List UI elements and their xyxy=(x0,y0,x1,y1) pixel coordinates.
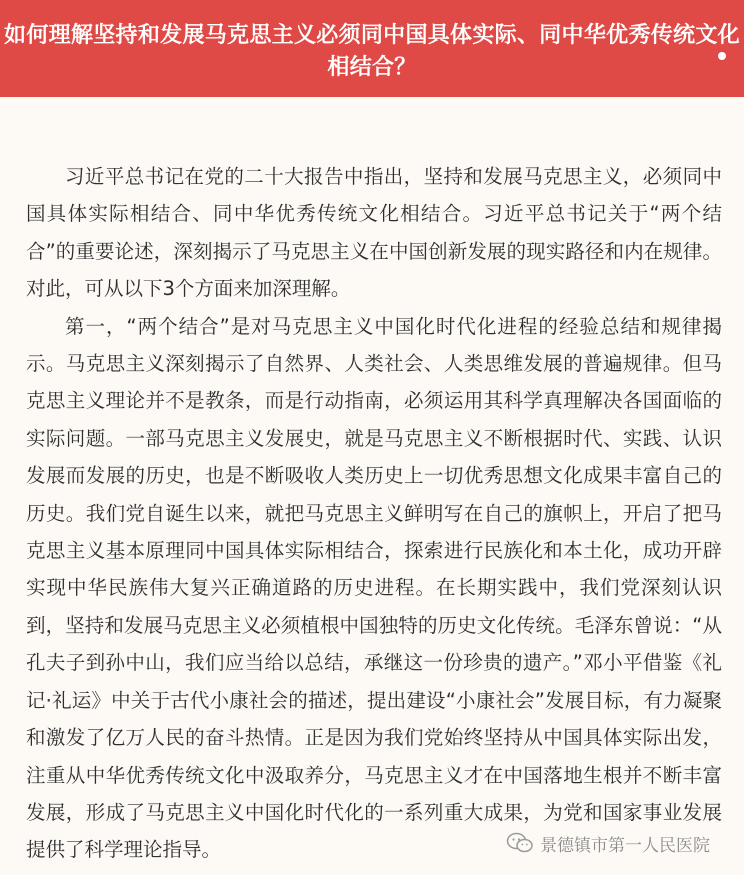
article-body xyxy=(26,158,722,869)
decorative-dot xyxy=(718,52,726,60)
watermark-text: 景德镇市第一人民医院 xyxy=(540,835,710,856)
header-banner xyxy=(0,0,744,97)
source-watermark xyxy=(506,828,714,858)
wechat-icon xyxy=(506,832,534,854)
article-paragraph-intro: 习近平总书记在党的二十大报告中指出，坚持和发展马克思主义，必须同中国具体实际相结合、同中华优秀传统文化相结合。习近平总书记关于“两个结合”的重要论述，深刻揭示了马克思主义在中国创新发展的现实路径和内在规律。对此，可从以下3个方面来加深理解。 xyxy=(26,165,722,301)
page-title: 如何理解坚持和发展马克思主义必须同中国具体实际、同中华优秀传统文化相结合？ xyxy=(4,23,740,80)
article-paragraph-first-point: 第一，“两个结合”是对马克思主义中国化时代化进程的经验总结和规律揭示。马克思主义深刻揭示了自然界、人类社会、人类思维发展的普遍规律。但马克思主义理论并不是教条，而是行动指南，必须运用其科学真理解决各国面临的实际问题。一部马克思主义发展史，就是马克思主义不断根据时代、实践、认识发展而发展的历史，也是不断吸收人类历史上一切优秀思想文化成果丰富自己的历史。我们党自诞生以来，就把马克思主义鲜明写在自己的旗帜上，开启了把马克思主义基本原理同中国具体实际相结合，探索进行民族化和本土化，成功开辟实现中华民族伟大复兴正确道路的历史进程。在长期实践中，我们党深刻认识到，坚持和发展马克思主义必须植根中国独特的历史文化传统。毛泽东曾说：“从孔夫子到孙中山，我们应当给以总结，承继这一份珍贵的遗产。”邓小平借鉴《礼记·礼运》中关于古代小康社会的描述，提出建设“小康社会”发展目标，有力凝聚和激发了亿万人民的奋斗热情。正是因为我们党始终坚持从中国具体实际出发，注重从中华优秀传统文化中汲取养分，马克思主义才在中国落地生根并不断丰富发展，形成了马克思主义中国化时代化的一系列重大成果，为党和国家事业发展提供了科学理论指导。 xyxy=(26,314,722,862)
